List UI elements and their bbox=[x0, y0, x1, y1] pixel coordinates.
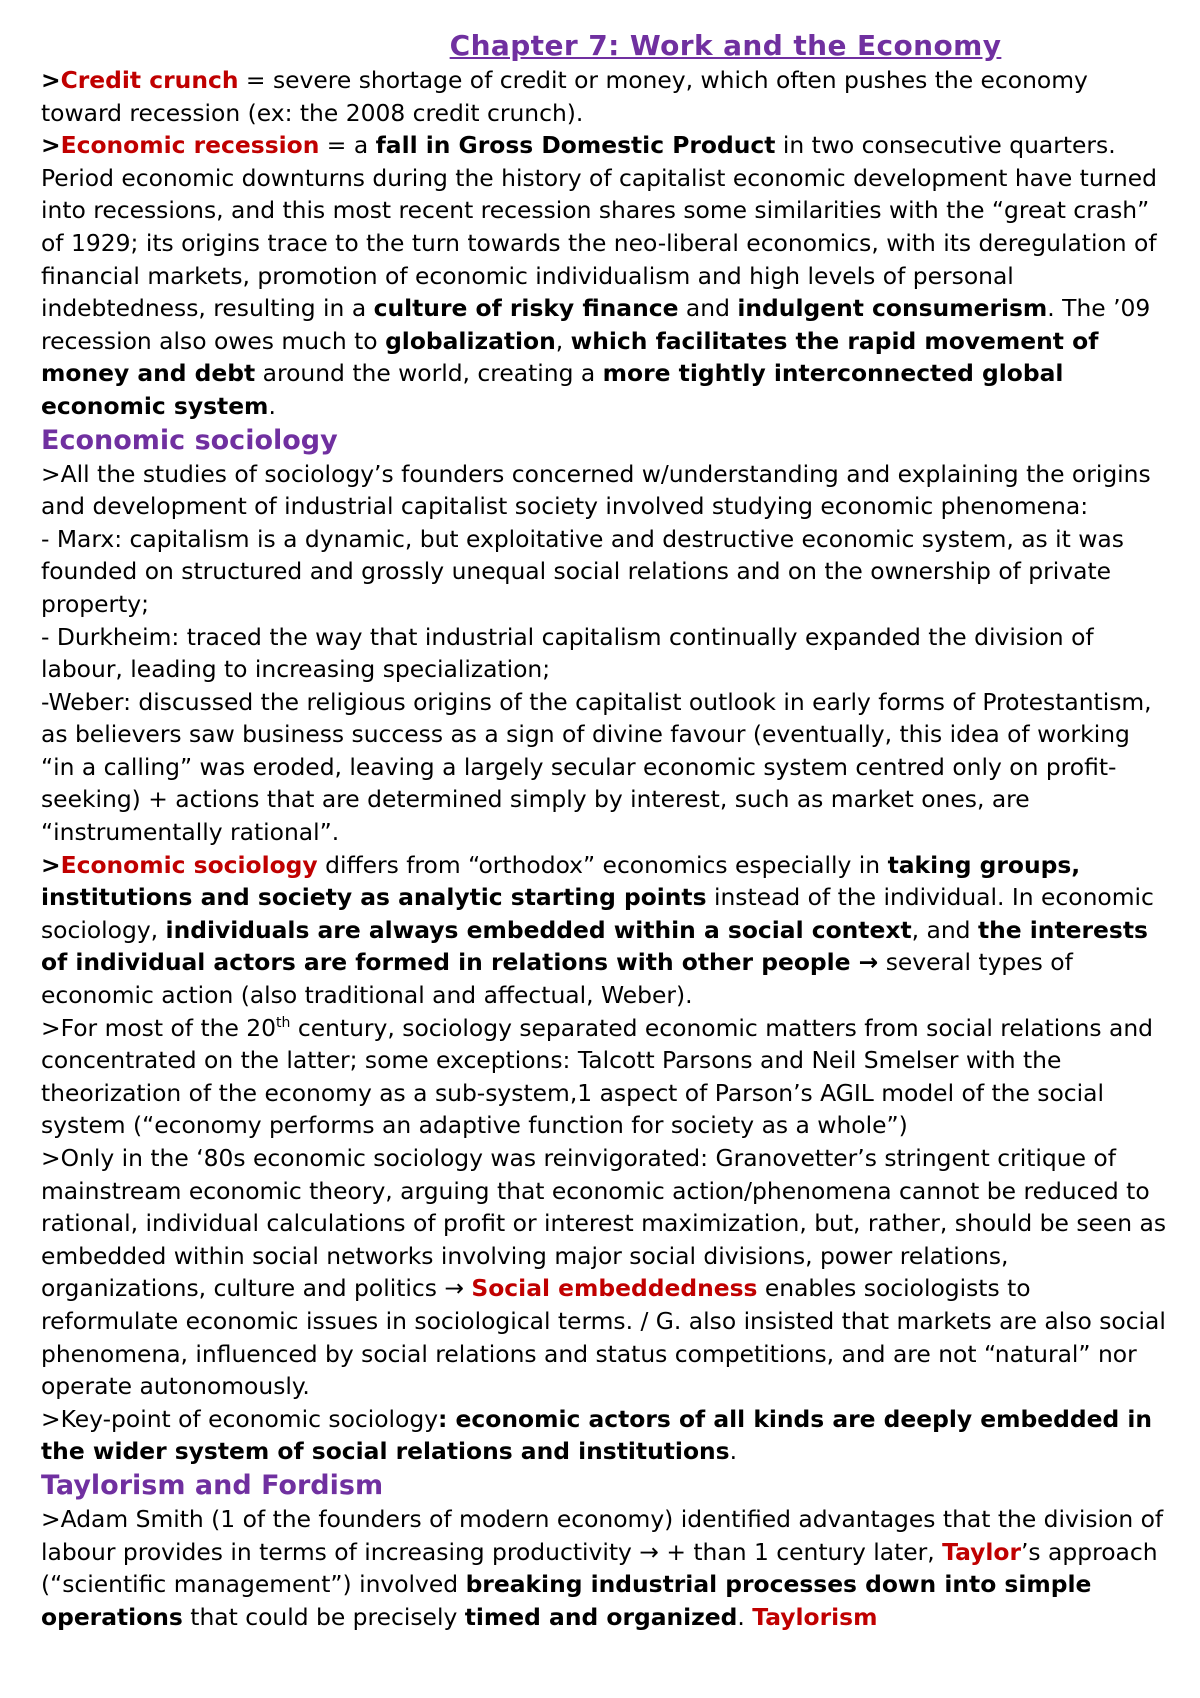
paragraph-text: enables sociologists to reformulate economic issues in sociological terms. / G. also insisted that markets are also social phenomena, influenced by social relations and status competitions, and are not “natural” nor operate autonomously. bbox=[41, 1274, 1166, 1401]
term-taylorism: Taylorism bbox=[752, 1602, 878, 1631]
paragraph-marx: - Marx: capitalism is a dynamic, but exploitative and destructive economic system, as it was founded on structured and grossly unequal social relations and on the ownership of private property; bbox=[41, 524, 1124, 618]
paragraph-text: . bbox=[737, 1602, 753, 1631]
paragraph-text: century, sociology separated economic matters from social relations and concentrated on the latter; some exceptions: Talcott Parsons and Neil Smelser with the theorization of the economy as a sub-system,1 aspect of Parson’s AGIL model of the social system (“economy performs an adaptive function for society as a whole”) bbox=[41, 1013, 1154, 1140]
paragraph-text: several types of economic action (also traditional and affectual, Weber). bbox=[41, 948, 1073, 1010]
paragraph-text: differs from “orthodox” economics especially in bbox=[317, 850, 888, 879]
paragraph-granovetter bbox=[41, 1142, 1170, 1403]
paragraph-text: >Key-point of economic sociology bbox=[41, 1404, 439, 1433]
bold-phrase: culture of risky finance bbox=[373, 294, 679, 323]
paragraph-text: = severe shortage of credit or money, which often pushes the economy toward recession (ex: the 2008 credit crunch). bbox=[41, 66, 1088, 127]
term-social-embeddedness: Social embeddedness bbox=[471, 1274, 758, 1303]
bold-phrase: taking groups, institutions and society as analytic starting points bbox=[41, 850, 1081, 912]
term-credit-crunch: Credit crunch bbox=[60, 66, 239, 94]
paragraph-text: ’s approach (“scientific management”) involved bbox=[41, 1537, 1158, 1599]
bullet-marker: > bbox=[41, 850, 61, 879]
paragraph-text: instead of the individual. In economic sociology, bbox=[41, 883, 1154, 944]
paragraph-text: in two consecutive quarters. Period economic downturns during the history of capitalist economic development have turned into recessions, and this most recent recession shares some similarities with the “great crash” of 1929; its origins trace to the turn towards the neo-liberal economics, with its deregulation of financial markets, promotion of economic individualism and high levels of personal indebtedness, resulting in a bbox=[41, 131, 1157, 323]
term-economic-sociology: Economic sociology bbox=[60, 850, 318, 879]
bold-phrase: which facilitates the rapid movement of money and debt bbox=[41, 326, 1099, 388]
paragraph-20th-century bbox=[41, 1012, 1170, 1142]
paragraph-key-point bbox=[41, 1403, 1170, 1468]
bold-phrase: indulgent consumerism bbox=[737, 294, 1048, 323]
bold-phrase: timed and organized bbox=[464, 1602, 738, 1631]
bold-phrase: globalization bbox=[385, 326, 556, 355]
paragraph-text: . The ’09 recession also owes much to bbox=[41, 294, 1151, 355]
paragraph-text: around the world, creating a bbox=[255, 359, 603, 388]
section-heading-economic-sociology: Economic sociology bbox=[41, 424, 338, 456]
bold-phrase: individuals are always embedded within a social context bbox=[165, 915, 912, 944]
paragraph-text: , and bbox=[911, 915, 978, 944]
paragraph-economic-recession bbox=[41, 129, 1170, 422]
bold-phrase: breaking industrial processes down into simple operations bbox=[41, 1570, 1092, 1631]
paragraph-weber: -Weber: discussed the religious origins of the capitalist outlook in early forms of Protestantism, as believers saw business success as a sign of divine favour (eventually, this idea of working “in a calling” was eroded, leaving a largely secular economic system centred only on profit-seeking) + actions that are determined simply by interest, such as market ones, are “instrumentally rational”. bbox=[41, 687, 1152, 847]
superscript: th bbox=[276, 1014, 291, 1031]
bold-phrase: fall in Gross Domestic Product bbox=[375, 131, 776, 160]
paragraph-text: = a bbox=[319, 131, 376, 160]
bold-phrase: : economic actors of all kinds are deeply embedded in the wider system of social relations and institutions bbox=[41, 1404, 1153, 1466]
paragraph-text: . bbox=[729, 1437, 738, 1466]
bold-phrase: more tightly interconnected global economic system bbox=[41, 359, 1064, 420]
section-heading-taylorism-fordism: Taylorism and Fordism bbox=[41, 1469, 384, 1501]
paragraph-adam-smith bbox=[41, 1503, 1170, 1633]
paragraph-credit-crunch bbox=[41, 64, 1170, 129]
paragraph-text: that could be precisely bbox=[182, 1602, 465, 1631]
bold-phrase: the interests of individual actors are formed in relations with other people → bbox=[41, 915, 1148, 977]
paragraph-founders: >All the studies of sociology’s founders concerned w/understanding and explaining the origins and development of industrial capitalist society involved studying economic phenomena: bbox=[41, 459, 1151, 521]
bullet-marker: > bbox=[41, 131, 61, 160]
bullet-marker: > bbox=[41, 66, 61, 94]
paragraph-text: >Only in the ‘80s economic sociology was reinvigorated: Granovetter’s stringent critique of mainstream economic theory, arguing that economic action/phenomena cannot be reduced to rational, individual calculations of profit or interest maximization, but, rather, should be seen as embedded within social networks involving major social divisions, power relations, organizations, culture and politics → bbox=[41, 1144, 1167, 1303]
paragraph-economic-sociology bbox=[41, 849, 1170, 1012]
paragraph-text: , bbox=[555, 326, 571, 355]
chapter-title: Chapter 7: Work and the Economy bbox=[449, 29, 1002, 62]
paragraph-text: >Adam Smith (1 of the founders of modern economy) identified advantages that the division of labour provides in terms of increasing productivity → + than 1 century later, bbox=[41, 1504, 1164, 1566]
term-taylor: Taylor bbox=[942, 1537, 1021, 1566]
paragraph-text: . bbox=[268, 391, 276, 420]
term-economic-recession: Economic recession bbox=[60, 131, 320, 160]
paragraph-durkheim: - Durkheim: traced the way that industrial capitalism continually expanded the division of labour, leading to increasing specialization; bbox=[41, 622, 1094, 684]
paragraph-text: and bbox=[678, 294, 738, 323]
paragraph-text: >For most of the 20 bbox=[41, 1013, 277, 1042]
